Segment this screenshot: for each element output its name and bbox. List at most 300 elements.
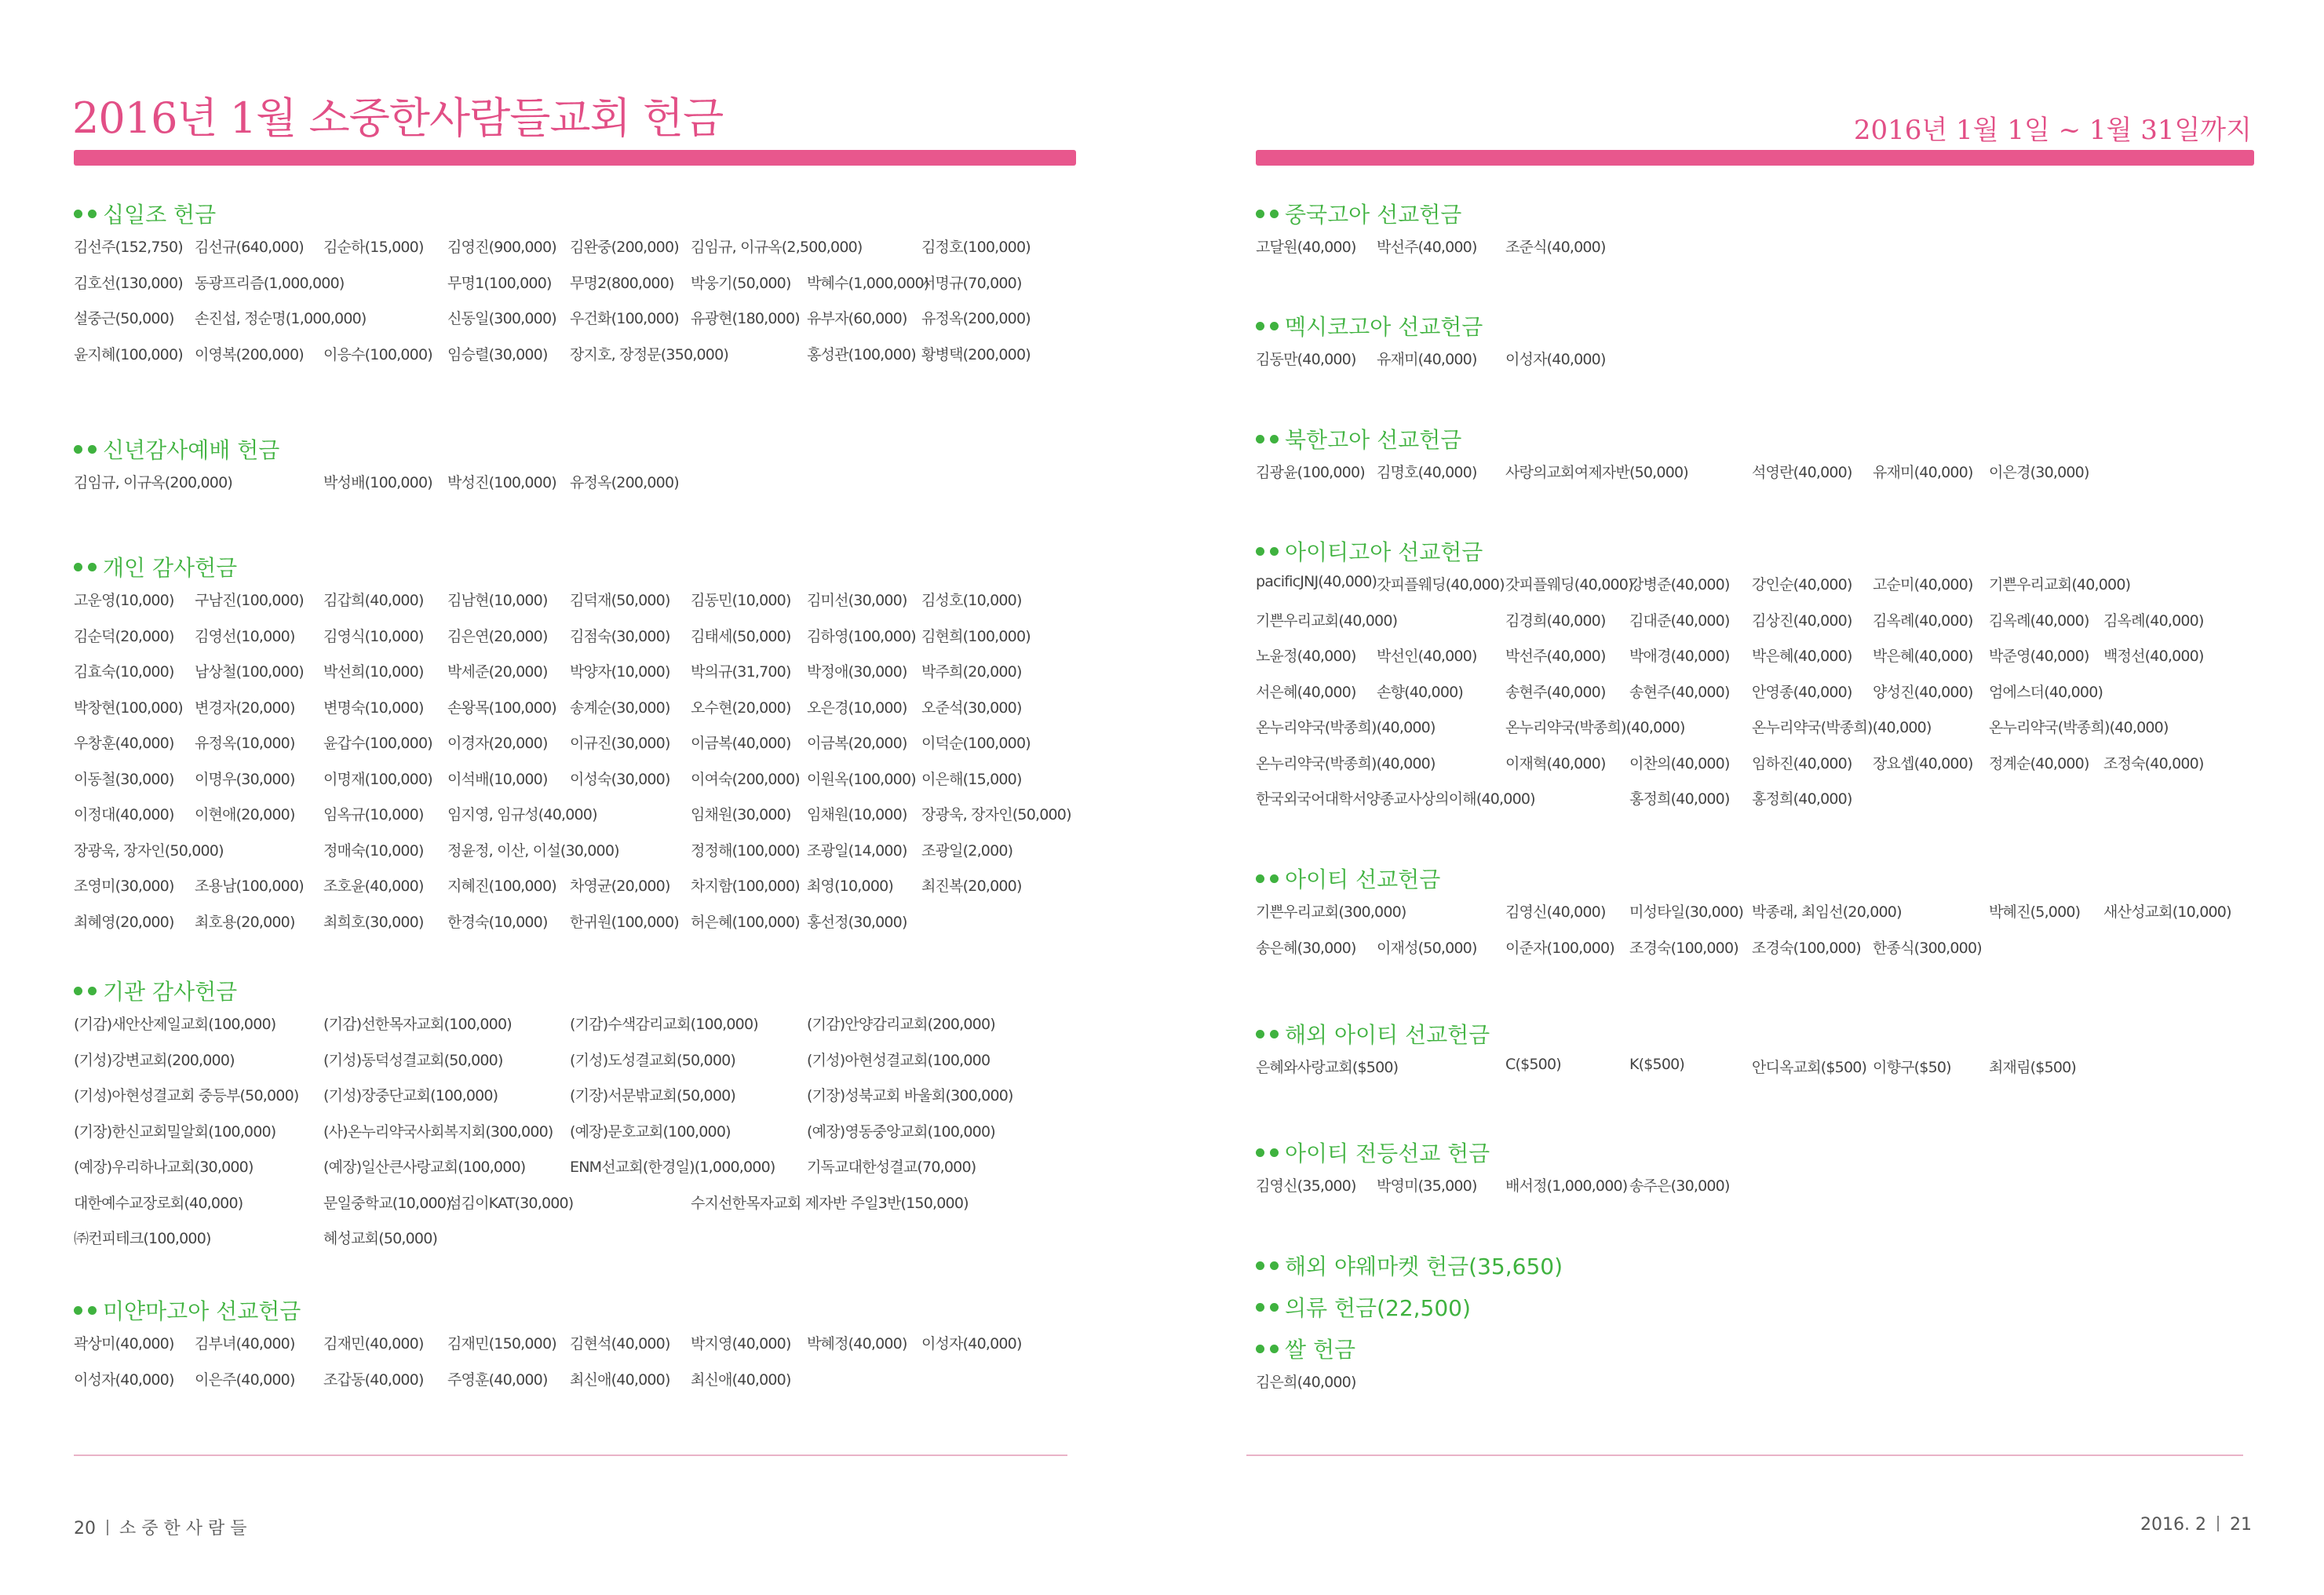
section-title-text: 아이티 전등선교 헌금 [1285,1141,1490,1166]
offering-section [74,432,1110,502]
page-number: 20 [74,1519,96,1538]
section-title [1256,1290,2292,1324]
donor-entry: 오준석(30,000) [921,699,1022,717]
bullet-dots-icon [1256,210,1279,218]
donor-entry: 서은혜(40,000) [1256,683,1356,701]
donor-entry: 고순미(40,000) [1873,576,1973,593]
donor-entry: 박혜수(1,000,000) [807,274,929,292]
right-page [1162,0,2324,1595]
donor-entry: 갓피플웨딩(40,000) [1505,576,1633,593]
donor-entry: 김하영(100,000) [807,627,916,645]
footer-divider [74,1454,1067,1456]
bullet-dots-icon [1256,322,1279,330]
donor-entry: K($500) [1629,1056,1685,1073]
donor-entry: C($500) [1505,1056,1561,1073]
donor-entry: (기성)강변교회(200,000) [74,1051,235,1069]
donor-entry: (기감)수색감리교회(100,000) [570,1016,758,1033]
donor-row [74,1327,1110,1363]
donor-entry: (기감)새안산제일교회(100,000) [74,1016,276,1033]
donor-row [1256,896,2292,932]
donor-entry: 은혜와사랑교회($500) [1256,1059,1399,1076]
donor-entry: 박준영(40,000) [1989,648,2089,665]
section-title-text: 아이티고아 선교헌금 [1285,539,1483,565]
donor-entry: (기성)장중단교회(100,000) [323,1087,498,1104]
donor-entry: 장요셉(40,000) [1873,754,1973,772]
donor-row [74,727,1110,763]
donor-entry: (기감)안양감리교회(200,000) [807,1016,995,1033]
donor-row [74,798,1110,834]
donor-entry: 한국외국어대학서양종교사상의이해(40,000) [1256,790,1535,808]
bullet-dots-icon [1256,1261,1279,1270]
donor-row [1256,747,2292,783]
publication-name: 소 중 한 사 람 들 [119,1519,247,1538]
donor-entry: 조용남(100,000) [195,878,304,895]
donor-entry: 석영란(40,000) [1752,464,1852,481]
donor-row [74,1079,1110,1115]
donor-entry: 최진복(20,000) [921,878,1022,895]
offering-section [1256,308,2292,379]
donor-row [74,302,1110,338]
donor-entry: 박세준(20,000) [447,663,548,681]
date-range: 2016년 1월 1일 ~ 1월 31일까지 [1853,115,2252,146]
donor-entry: 김점숙(30,000) [570,627,670,645]
donor-entry: 박양자(10,000) [570,663,670,681]
donor-entry: 홍선정(30,000) [807,913,907,931]
donor-entry: 김호선(130,000) [74,274,183,292]
donor-entry: 양성진(40,000) [1873,683,1973,701]
donor-entry: 김남현(10,000) [447,592,548,609]
section-title-text: 중국고아 선교헌금 [1285,202,1462,228]
donor-row [1256,568,2292,604]
donor-entry: 최신애(40,000) [570,1371,670,1389]
donor-entry: 최혜영(20,000) [74,913,174,931]
donor-entry: 김영진(900,000) [447,239,556,256]
section-title [74,432,1110,466]
offering-section [74,196,1110,374]
donor-entry: 이은경(30,000) [1989,464,2089,481]
donor-entry: 이찬의(40,000) [1629,754,1730,772]
donor-entry: (예장)영동중앙교회(100,000) [807,1122,995,1141]
donor-entry: 송주은(30,000) [1629,1177,1730,1195]
section-title-text: 해외 아이티 선교헌금 [1285,1022,1490,1048]
donor-row [1256,604,2292,641]
donor-entry: 송계순(30,000) [570,699,670,717]
donor-entry: 온누리약국(박종희)(40,000) [1256,754,1436,772]
donor-entry: 온누리약국(박종희)(40,000) [1256,719,1436,736]
donor-entry: 이석배(10,000) [447,770,548,788]
donor-entry: 장지호, 장정문(350,000) [570,345,728,363]
donor-row [1256,343,2292,379]
donor-entry: 박종래, 최임선(20,000) [1752,903,1902,921]
donor-entry: 김현석(40,000) [570,1335,670,1352]
donor-entry: 이향구($50) [1873,1059,1951,1076]
donor-entry: 이정대(40,000) [74,806,174,823]
donor-entry: 김영식(10,000) [323,627,424,645]
donor-entry: 이성자(40,000) [1505,351,1606,368]
donor-entry: 김임규, 이규옥(200,000) [74,474,232,491]
donor-entry: 차영균(20,000) [570,878,670,895]
bullet-dots-icon [1256,874,1279,883]
donor-entry: (기성)도성결교회(50,000) [570,1051,736,1069]
donor-entry: 임채원(10,000) [807,806,907,823]
donor-entry: (기성)아현성결교회 중등부(50,000) [74,1087,299,1104]
donor-entry: 장광욱, 장자인(50,000) [921,806,1071,823]
donor-entry: 한경숙(10,000) [447,913,548,931]
section-title [1256,196,2292,231]
offering-section [1256,1135,2292,1206]
donor-entry: 우창훈(40,000) [74,735,174,752]
donor-entry: 박혜정(40,000) [807,1335,907,1352]
donor-entry: 박주희(20,000) [921,663,1022,681]
donor-row [74,906,1110,942]
donor-entry: 차지함(100,000) [691,878,800,895]
section-title-text: 의류 헌금(22,500) [1285,1295,1471,1321]
donor-entry: 조호윤(40,000) [323,878,424,895]
donor-entry: 손향(40,000) [1377,683,1464,701]
donor-entry: 고운영(10,000) [74,592,174,609]
section-title [1256,422,2292,456]
donor-row [74,231,1110,267]
donor-entry: 김재민(40,000) [323,1335,424,1352]
section-title [74,549,1110,584]
donor-entry: 배서정(1,000,000) [1505,1177,1628,1195]
donor-entry: 박은혜(40,000) [1752,648,1852,665]
donor-entry: 정매숙(10,000) [323,841,424,860]
donor-row [74,692,1110,728]
donor-entry: 백정선(40,000) [2103,648,2204,665]
donor-entry: 김경희(40,000) [1505,611,1606,630]
donor-entry: 허은혜(100,000) [691,913,800,931]
donor-entry: (예장)일산큰사랑교회(100,000) [323,1159,526,1176]
section-title-text: 기관 감사헌금 [103,979,238,1005]
donor-entry: 장광욱, 장자인(50,000) [74,841,224,860]
donor-entry: 노윤정(40,000) [1256,648,1356,665]
donor-entry: 이은해(15,000) [921,770,1022,788]
donor-entry: 유재미(40,000) [1873,464,1973,481]
donor-entry: 정정해(100,000) [691,841,800,860]
donor-entry: 안영종(40,000) [1752,683,1852,701]
bullet-dots-icon [1256,1030,1279,1038]
bullet-dots-icon [1256,1148,1279,1157]
donor-entry: 기독교대한성결교(70,000) [807,1159,976,1176]
donor-entry: (예장)문호교회(100,000) [570,1122,731,1141]
donor-entry: (사)온누리약국사회복지회(300,000) [323,1122,553,1141]
donor-entry: 김부녀(40,000) [195,1335,295,1352]
donor-entry: 이동철(30,000) [74,770,174,788]
section-title [1256,1331,2292,1366]
donor-entry: 김은희(40,000) [1256,1374,1356,1391]
donor-entry: 홍성관(100,000) [807,345,916,363]
donor-entry: 온누리약국(박종희)(40,000) [1505,719,1685,736]
offering-section [74,973,1110,1258]
donor-row [1256,711,2292,747]
donor-entry: 변경자(20,000) [195,699,295,717]
donor-entry: 이원옥(100,000) [807,770,916,788]
footer-separator [2217,1516,2219,1531]
donor-entry: 한귀원(100,000) [570,913,679,931]
donor-row [74,267,1110,303]
page-number: 21 [2230,1515,2252,1535]
donor-entry: 이영복(200,000) [195,345,304,363]
donor-entry: 김덕재(50,000) [570,592,670,609]
section-title [1256,534,2292,568]
donor-entry: (기성)아현성결교회(100,000 [807,1051,991,1069]
donor-entry: 이은주(40,000) [195,1371,295,1389]
donor-row [74,1363,1110,1400]
offering-section [1256,861,2292,967]
bullet-dots-icon [1256,1345,1279,1353]
donor-entry: 박창현(100,000) [74,699,183,717]
donor-entry: 정윤정, 이산, 이설(30,000) [447,841,619,860]
section-title-text: 개인 감사헌금 [103,555,238,581]
donor-row [74,1187,1110,1223]
section-title [1256,1248,2292,1283]
bullet-dots-icon [74,987,97,995]
donor-entry: (기성)동덕성결교회(50,000) [323,1051,503,1069]
donor-entry: 안디옥교회($500) [1752,1059,1867,1076]
section-title [74,196,1110,231]
donor-row [74,763,1110,799]
donor-entry: 홍정희(40,000) [1629,790,1730,808]
donor-entry: 이명재(100,000) [323,770,432,788]
donor-entry: 김순하(15,000) [323,239,424,256]
donor-entry: 임하진(40,000) [1752,754,1852,772]
donor-entry: 유정옥(10,000) [195,735,295,752]
donor-row [1256,783,2292,819]
donor-entry: 김임규, 이규옥(2,500,000) [691,239,863,256]
donor-row [74,834,1110,870]
donor-row [74,620,1110,656]
donor-entry: 임옥규(10,000) [323,806,424,823]
title-underline-bar [1256,150,2254,166]
donor-entry: 정계순(40,000) [1989,754,2089,772]
donor-entry: 이재혁(40,000) [1505,754,1606,772]
donor-row [74,1044,1110,1080]
bullet-dots-icon [74,210,97,218]
donor-entry: 박의규(31,700) [691,663,791,681]
donor-row [1256,932,2292,968]
section-title-text: 아이티 선교헌금 [1285,867,1441,892]
donor-entry: 이명우(30,000) [195,770,295,788]
section-title [1256,1135,2292,1170]
donor-entry: 김성호(10,000) [921,592,1022,609]
donor-entry: 최영(10,000) [807,878,894,895]
donor-entry: 구남진(100,000) [195,592,304,609]
donor-row [1256,1170,2292,1206]
donor-entry: 박선주(40,000) [1377,239,1477,256]
section-title [74,1293,1110,1327]
donor-entry: 조경숙(100,000) [1752,939,1861,957]
donor-entry: 박혜진(5,000) [1989,903,2081,921]
donor-entry: 조광일(14,000) [807,841,907,860]
donor-row [1256,640,2292,676]
offering-section [1256,534,2292,819]
donor-entry: 조준식(40,000) [1505,239,1606,256]
donor-row [74,1115,1110,1152]
section-title [1256,861,2292,896]
donor-entry: 임승렬(30,000) [447,345,548,363]
donor-entry: 유재미(40,000) [1377,351,1477,368]
donor-entry: 조경숙(100,000) [1629,939,1738,957]
donor-entry: 김옥례(40,000) [2103,611,2204,630]
section-title-text: 십일조 헌금 [103,202,217,228]
donor-entry: 강병준(40,000) [1629,576,1730,593]
donor-row [74,1151,1110,1187]
offering-section [1256,1290,2292,1324]
section-title-text: 쌀 헌금 [1285,1337,1356,1363]
donor-entry: 송은혜(30,000) [1256,939,1356,957]
donor-entry: 신동일(300,000) [447,310,556,327]
donor-entry: 유부자(60,000) [807,310,907,327]
donor-entry: 이여숙(200,000) [691,770,800,788]
donor-row [74,655,1110,692]
donor-entry: 박성배(100,000) [323,474,432,491]
donor-entry: 김완중(200,000) [570,239,679,256]
donor-entry: 김영선(10,000) [195,627,295,645]
donor-entry: 박정애(30,000) [807,663,907,681]
donor-entry: 유정옥(200,000) [921,310,1031,327]
donor-entry: 이덕순(100,000) [921,735,1031,752]
donor-entry: 기쁜우리교회(40,000) [1256,611,1398,630]
donor-entry: 조광일(2,000) [921,841,1013,860]
issue-date: 2016. 2 [2140,1515,2206,1535]
section-title [1256,308,2292,343]
donor-entry: 온누리약국(박종희)(40,000) [1752,719,1932,736]
bullet-dots-icon [74,1306,97,1315]
donor-entry: 무명2(800,000) [570,274,674,292]
donor-entry: 김대준(40,000) [1629,611,1730,630]
offering-section [1256,422,2292,492]
donor-entry: 김동만(40,000) [1256,351,1356,368]
donor-entry: 김옥례(40,000) [1989,611,2089,630]
donor-entry: 박선희(10,000) [323,663,424,681]
bullet-dots-icon [1256,1303,1279,1312]
donor-entry: 남상철(100,000) [195,663,304,681]
donor-entry: 김상진(40,000) [1752,611,1852,630]
donor-entry: 유정옥(200,000) [570,474,679,491]
donor-entry: 이성자(40,000) [74,1371,174,1389]
donor-row [74,1008,1110,1044]
donor-entry: 고달원(40,000) [1256,239,1356,256]
bullet-dots-icon [1256,547,1279,556]
donor-entry: 한종식(300,000) [1873,939,1982,957]
donor-row [1256,676,2292,712]
donor-entry: 강인순(40,000) [1752,576,1852,593]
donor-entry: 무명1(100,000) [447,274,552,292]
title-underline-bar [74,150,1076,166]
donor-entry: 최호용(20,000) [195,913,295,931]
donor-entry: 온누리약국(박종희)(40,000) [1989,719,2169,736]
donor-entry: 김정호(100,000) [921,239,1031,256]
donor-entry: 윤갑수(100,000) [323,735,432,752]
donor-entry: 미성타일(30,000) [1629,903,1744,921]
donor-entry: 최희호(30,000) [323,913,424,931]
donor-entry: 새산성교회(10,000) [2103,903,2231,921]
offering-section [1256,196,2292,267]
donor-entry: 조영미(30,000) [74,878,174,895]
donor-entry: 김명호(40,000) [1377,464,1477,481]
donor-entry: 김영신(40,000) [1505,903,1606,921]
section-title [1256,1016,2292,1051]
section-title-text: 멕시코고아 선교헌금 [1285,314,1483,340]
donor-entry: 유광현(180,000) [691,310,800,327]
donor-entry: 이응수(100,000) [323,345,432,363]
donor-entry: 윤지혜(100,000) [74,345,183,363]
donor-entry: 김선규(640,000) [195,239,304,256]
donor-row [74,870,1110,906]
donor-entry: 갓피플웨딩(40,000) [1377,576,1505,593]
donor-entry: 김은연(20,000) [447,627,548,645]
footer-divider [1246,1454,2243,1456]
donor-entry: ㈜컨피테크(100,000) [74,1230,211,1247]
donor-row [74,584,1110,620]
donor-entry: 동광프리즘(1,000,000) [195,274,345,292]
donor-entry: 조갑동(40,000) [323,1371,424,1389]
donor-entry: 박애경(40,000) [1629,648,1730,665]
bullet-dots-icon [74,445,97,454]
donor-entry: 김현희(100,000) [921,627,1031,645]
donor-entry: 김순덕(20,000) [74,627,174,645]
donor-entry: 수지선한목자교회 제자반 주일3반(150,000) [691,1194,969,1212]
footer [2140,1515,2252,1535]
donor-entry: 김영신(35,000) [1256,1177,1356,1195]
offering-section [1256,1331,2292,1402]
donor-row [1256,231,2292,267]
section-title-text: 미얀마고아 선교헌금 [103,1298,301,1324]
donor-entry: (기장)성북교회 바울회(300,000) [807,1087,1013,1104]
offering-section [74,1293,1110,1399]
donor-entry: 임지영, 임규성(40,000) [447,806,597,823]
donor-entry: (예장)우리하나교회(30,000) [74,1159,254,1176]
donor-entry: 문일중학교(10,000) [323,1194,451,1212]
offering-section [1256,1248,2292,1283]
donor-entry: 박지영(40,000) [691,1335,791,1352]
donor-row [74,338,1110,374]
offering-section [74,549,1110,941]
bullet-dots-icon [74,563,97,571]
donor-entry: 사랑의교회여제자반(50,000) [1505,464,1688,481]
donor-entry: 우건화(100,000) [570,310,679,327]
donor-entry: 섬김이KAT(30,000) [447,1194,574,1212]
donor-entry: 박은혜(40,000) [1873,648,1973,665]
donor-entry: 기쁜우리교회(300,000) [1256,903,1406,921]
footer [74,1515,246,1539]
donor-entry: 송현주(40,000) [1505,683,1606,701]
donor-entry: 이성자(40,000) [921,1335,1022,1352]
donor-entry: 이성숙(30,000) [570,770,670,788]
bullet-dots-icon [1256,435,1279,443]
donor-entry: 김미선(30,000) [807,592,907,609]
donor-entry: ENM선교회(한경일)(1,000,000) [570,1159,775,1176]
page-title: 2016년 1월 소중한사람들교회 헌금 [72,93,724,143]
donor-entry: 김태세(50,000) [691,627,791,645]
donor-entry: 최신애(40,000) [691,1371,791,1389]
donor-entry: 이준자(100,000) [1505,939,1614,957]
donor-entry: 이현애(20,000) [195,806,295,823]
donor-entry: 이규진(30,000) [570,735,670,752]
donor-entry: (기장)서문밖교회(50,000) [570,1087,736,1104]
donor-entry: 변명숙(10,000) [323,699,424,717]
donor-entry: 설중근(50,000) [74,310,174,327]
donor-entry: 손왕목(100,000) [447,699,556,717]
donor-entry: 조정숙(40,000) [2103,754,2204,772]
donor-entry: 대한예수교장로회(40,000) [74,1194,243,1212]
donor-entry: (기감)선한목자교회(100,000) [323,1016,512,1033]
offering-section [1256,1016,2292,1087]
donor-row [74,466,1110,502]
donor-entry: 오수현(20,000) [691,699,791,717]
footer-separator [107,1520,108,1535]
